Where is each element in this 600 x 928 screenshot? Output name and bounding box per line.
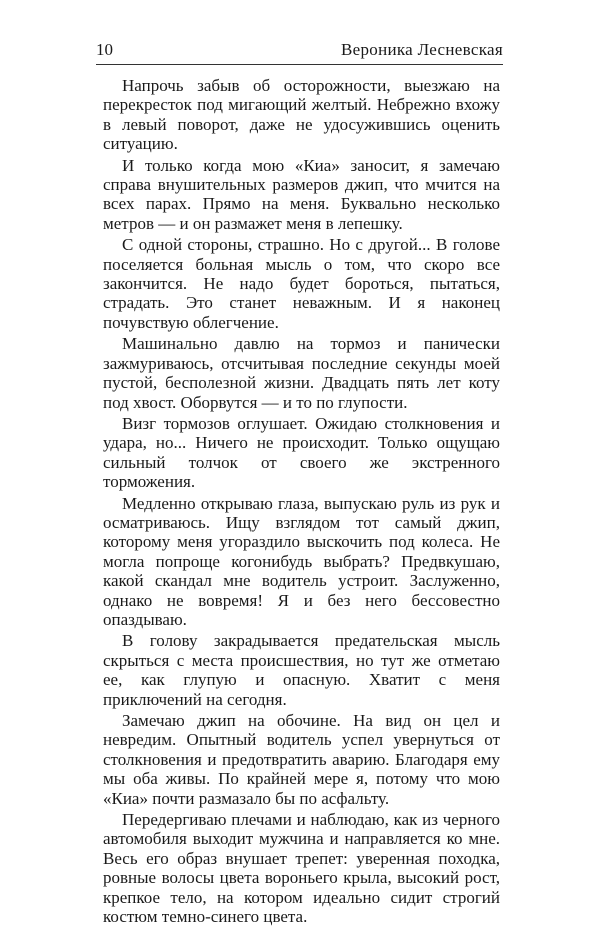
paragraph-4: Машинально давлю на тормоз и панически зажмуриваюсь, отсчитывая последние секунды моей пустой, бесполезной жизни. Двадцать пять лет коту под хвост. Оборвутся — и то по глупости. bbox=[103, 334, 500, 412]
header-divider bbox=[96, 64, 503, 65]
page-number: 10 bbox=[96, 40, 113, 59]
page-header bbox=[96, 38, 503, 64]
paragraph-5: Визг тормозов оглушает. Ожидаю столкновения и удара, но... Ничего не происходит. Только ощущаю сильный толчок от своего же экстренного торможения. bbox=[103, 413, 500, 492]
running-title-author: Вероника Лесневская bbox=[341, 40, 503, 59]
paragraph-1: Напрочь забыв об осторожности, выезжаю на перекресток под мигающий желтый. Небрежно вхожу в левый поворот, даже не удосужившись оценить ситуацию. bbox=[103, 76, 500, 154]
paragraph-7: В голову закрадывается предательская мысль скрыться с места происшествия, но тут же отметаю ее, как глупую и опасную. Хватит с меня приключений на сегодня. bbox=[103, 631, 500, 709]
paragraph-9: Передергиваю плечами и наблюдаю, как из черного автомобиля выходит мужчина и направляется ко мне. Весь его образ внушает трепет: уверенная походка, ровные волосы цвета вороньего крыла, высокий рост, крепкое тело, на котором идеально сидит строгий костюм темно-синего цвета. bbox=[103, 810, 500, 927]
paragraph-2: И только когда мою «Киа» заносит, я замечаю справа внушительных размеров джип, что мчится на всех парах. Прямо на меня. Буквально несколько метров — и он размажет меня в лепешку. bbox=[103, 155, 500, 233]
paragraph-6: Медленно открываю глаза, выпускаю руль из рук и осматриваюсь. Ищу взглядом тот самый джип, которому меня угораздило выскочить под колеса. Не могла попроще когонибудь выбрать? Предвкушаю, какой скандал мне водитель устроит. Заслуженно, однако не вовремя! Я и без него бессовестно опаздываю. bbox=[103, 493, 500, 629]
paragraph-3: С одной стороны, страшно. Но с другой... В голове поселяется больная мысль о том, что скоро все закончится. Не надо будет бороться, пытаться, страдать. Это станет неважным. И я наконец почувствую облегчение. bbox=[103, 235, 500, 332]
body-text bbox=[103, 76, 500, 928]
paragraph-8: Замечаю джип на обочине. На вид он цел и невредим. Опытный водитель успел увернуться от столкновения и предотвратить аварию. Благодаря ему мы оба живы. По крайней мере я, потому что мою «Киа» почти размазало бы по асфальту. bbox=[103, 711, 500, 808]
